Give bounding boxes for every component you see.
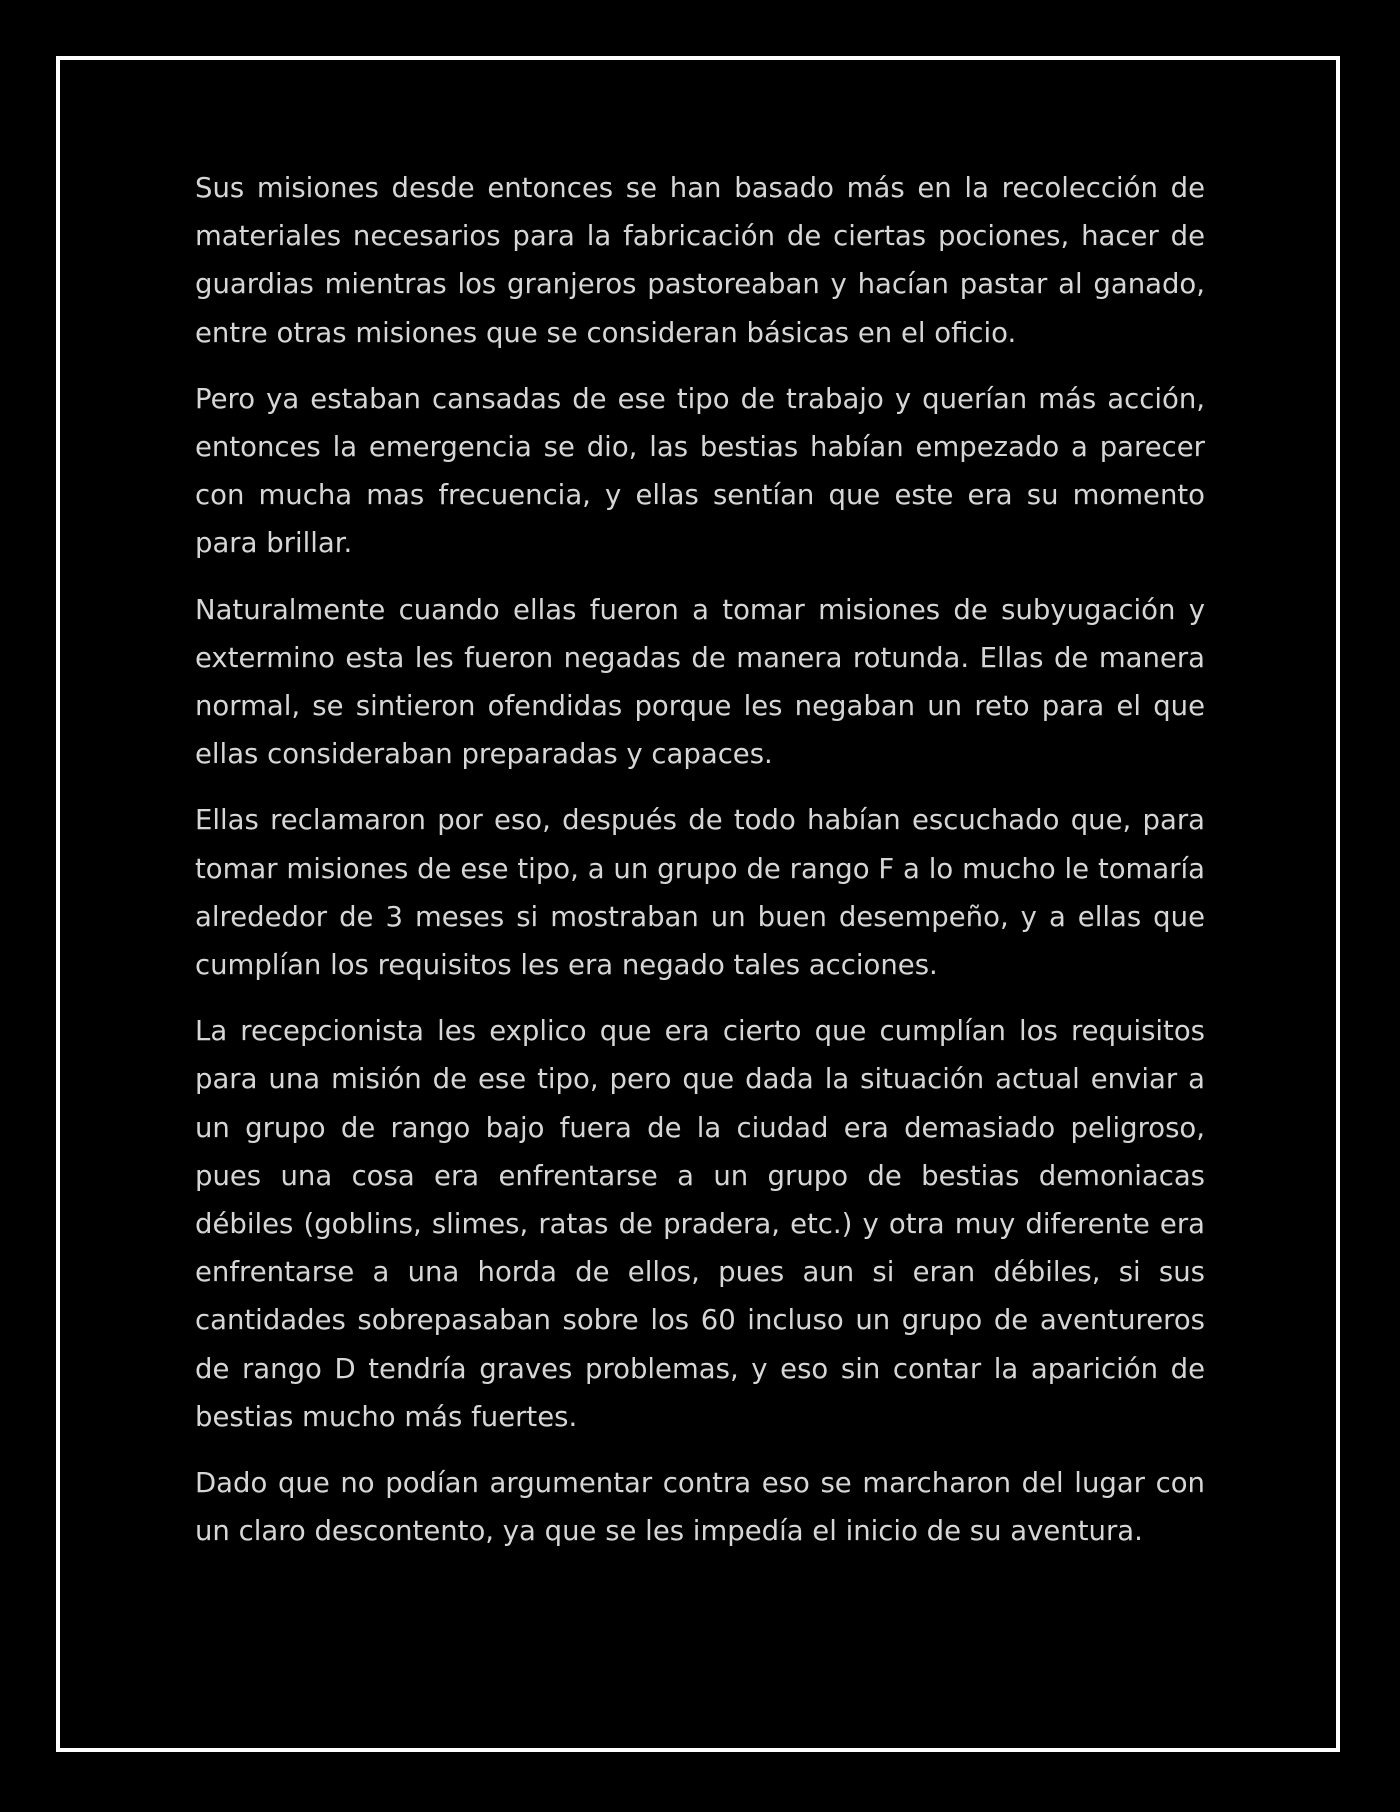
paragraph-3: Naturalmente cuando ellas fueron a tomar misiones de subyugación y extermino esta les fueron negadas de manera rotunda. Ellas de manera normal, se sintieron ofendidas porque les negaban un reto para el que ellas consideraban preparadas y capaces.: [195, 593, 1205, 771]
paragraph-5: La recepcionista les explico que era cierto que cumplían los requisitos para una misión de ese tipo, pero que dada la situación actual enviar a un grupo de rango bajo fuera de la ciudad era demasiado peligroso, pues una cosa era enfrentarse a un grupo de bestias demoniacas débiles (goblins, slimes, ratas de pradera, etc.) y otra muy diferente era enfrentarse a una horda de ellos, pues aun si eran débiles, si sus cantidades sobrepasaban sobre los 60 incluso un grupo de aventureros de rango D tendría graves problemas, y eso sin contar la aparición de bestias mucho más fuertes.: [195, 1015, 1205, 1433]
paragraph-4: Ellas reclamaron por eso, después de todo habían escuchado que, para tomar misiones de ese tipo, a un grupo de rango F a lo mucho le tomaría alrededor de 3 meses si mostraban un buen desempeño, y a ellas que cumplían los requisitos les era negado tales acciones.: [195, 804, 1205, 982]
story-text: [195, 164, 1205, 1573]
paragraph-1: Sus misiones desde entonces se han basado más en la recolección de materiales necesarios para la fabricación de ciertas pociones, hacer de guardias mientras los granjeros pastoreaban y hacían pastar al ganado, entre otras misiones que se consideran básicas en el oficio.: [195, 172, 1205, 349]
paragraph-2: Pero ya estaban cansadas de ese tipo de trabajo y querían más acción, entonces la emergencia se dio, las bestias habían empezado a parecer con mucha mas frecuencia, y ellas sentían que este era su momento para brillar.: [195, 382, 1205, 560]
paragraph-6: Dado que no podían argumentar contra eso se marcharon del lugar con un claro descontento, ya que se les impedía el inicio de su aventura.: [195, 1467, 1205, 1548]
